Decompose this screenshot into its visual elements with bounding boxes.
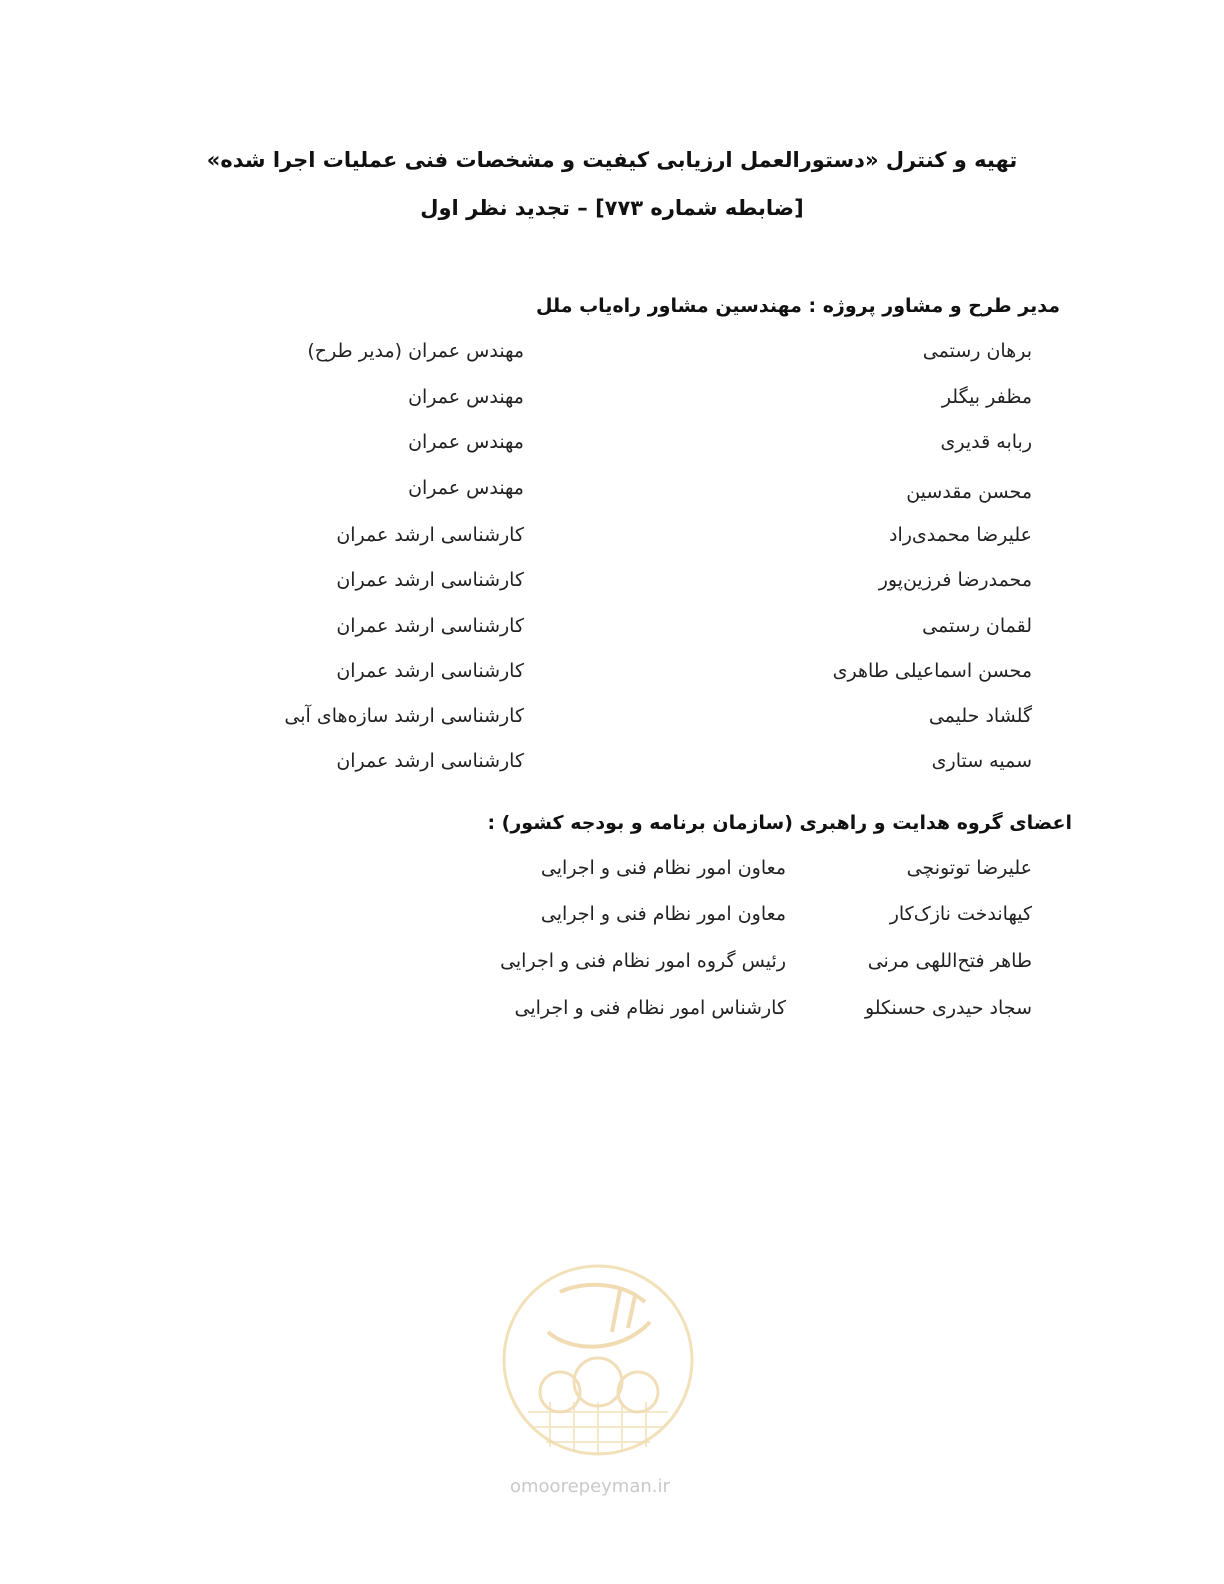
member-role: کارشناسی ارشد عمران	[336, 569, 524, 591]
list-item	[112, 615, 1032, 645]
member-name: سجاد حیدری حسنکلو	[864, 997, 1032, 1019]
member-name: ربابه قدیری	[940, 431, 1032, 453]
list-item	[112, 524, 1032, 554]
project-team-heading: مدیر طرح و مشاور پروژه : مهندسین مشاور راه‌یاب ملل	[535, 295, 1060, 317]
watermark-site: omoorepeyman.ir	[510, 1476, 670, 1497]
member-name: گلشاد حلیمی	[928, 705, 1032, 727]
document-title-line2: [ضابطه شماره ۷۷۳] – تجدید نظر اول	[420, 196, 804, 220]
member-name: محسن مقدسین	[906, 481, 1032, 503]
member-role: مهندس عمران	[408, 431, 524, 453]
member-role: کارشناسی ارشد عمران	[336, 750, 524, 772]
list-item	[492, 997, 1032, 1027]
member-name: کیهاندخت نازک‌کار	[889, 903, 1032, 925]
member-name: برهان رستمی	[922, 340, 1032, 362]
member-name: لقمان رستمی	[922, 615, 1032, 637]
member-role: کارشناس امور نظام فنی و اجرایی	[514, 997, 786, 1019]
member-role: مهندس عمران (مدیر طرح)	[307, 340, 524, 362]
list-item	[112, 340, 1032, 370]
list-item	[112, 431, 1032, 461]
member-role: رئیس گروه امور نظام فنی و اجرایی	[500, 950, 786, 972]
list-item	[492, 857, 1032, 887]
list-item	[112, 386, 1032, 416]
steering-group-heading: اعضای گروه هدایت و راهبری (سازمان برنامه و بودجه کشور) :	[487, 812, 1072, 834]
list-item	[112, 705, 1032, 735]
member-name: سمیه ستاری	[931, 750, 1032, 772]
member-name: محسن اسماعیلی طاهری	[832, 660, 1032, 682]
member-role: معاون امور نظام فنی و اجرایی	[540, 903, 786, 925]
list-item	[112, 479, 1032, 509]
member-name: محمدرضا فرزین‌پور	[878, 569, 1032, 591]
member-role: کارشناسی ارشد عمران	[336, 615, 524, 637]
member-role: مهندس عمران	[408, 477, 524, 499]
list-item	[112, 660, 1032, 690]
list-item	[492, 903, 1032, 933]
member-role: مهندس عمران	[408, 386, 524, 408]
member-role: کارشناسی ارشد عمران	[336, 524, 524, 546]
document-title-line1: تهیه و کنترل «دستورالعمل ارزیابی کیفیت و مشخصات فنی عملیات اجرا شده»	[206, 148, 1018, 172]
list-item	[112, 750, 1032, 780]
member-name: علیرضا توتونچی	[906, 857, 1032, 879]
list-item	[112, 569, 1032, 599]
member-role: کارشناسی ارشد سازه‌های آبی	[284, 705, 524, 727]
member-role: کارشناسی ارشد عمران	[336, 660, 524, 682]
list-item	[492, 950, 1032, 980]
member-name: طاهر فتح‌اللهی مرنی	[867, 950, 1032, 972]
member-role: معاون امور نظام فنی و اجرایی	[540, 857, 786, 879]
watermark-logo-icon	[500, 1262, 696, 1458]
member-name: علیرضا محمدی‌راد	[889, 524, 1032, 546]
member-name: مظفر بیگلر	[941, 386, 1032, 408]
